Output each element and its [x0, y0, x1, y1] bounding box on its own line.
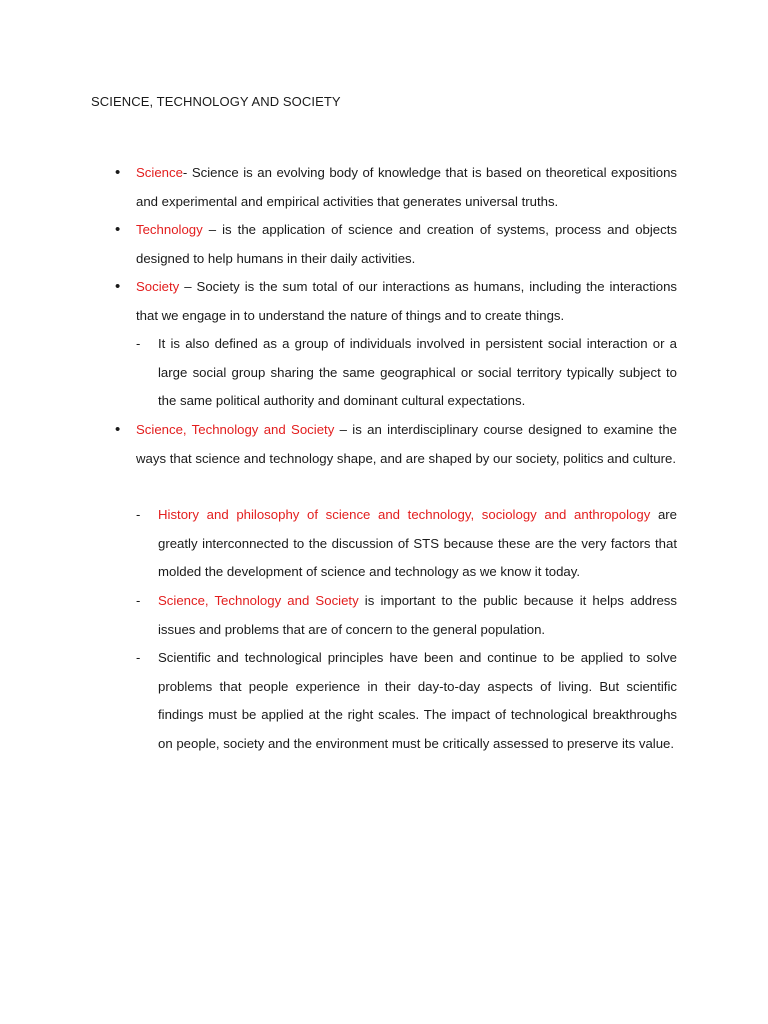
sub-item-sts-importance — [158, 587, 677, 644]
sub-item-text: are greatly interconnected to the discussion of STS because these are the very factors that molded the development of science and technology as we know it today. — [158, 507, 677, 580]
definition-society: – Society is the sum total of our interactions as humans, including the interactions that we engage in to understand the nature of things and to create things. — [136, 279, 677, 323]
term-science: Science — [136, 165, 183, 180]
list-item-technology — [136, 216, 677, 273]
dash-marker: - — [136, 507, 141, 522]
dash-marker: - — [136, 336, 141, 351]
sub-item-text: Scientific and technological principles have been and continue to be applied to solve problems that people experience in their day-to-day aspects of living. But scientific findings must be applied at the right scales. The impact of technological breakthroughs on people, society and the environment must be critically assessed to preserve its value. — [158, 650, 677, 751]
definition-science: - Science is an evolving body of knowledge that is based on theoretical expositions and experimental and empirical activities that generates universal truths. — [136, 165, 677, 209]
term-technology: Technology — [136, 222, 203, 237]
bullet-marker: • — [115, 221, 121, 238]
dash-marker: - — [136, 650, 141, 665]
sub-item-text: It is also defined as a group of individuals involved in persistent social interaction or a large social group sharing the same geographical or social territory typically subject to the same political authority and dominant cultural expectations. — [158, 336, 677, 409]
term-society: Society — [136, 279, 180, 294]
definition-sts: – is an interdisciplinary course designed to examine the ways that science and technology shape, and are shaped by our society, politics and culture. — [136, 422, 677, 466]
sub-item-text: is important to the public because it helps address issues and problems that are of concern to the general population. — [158, 593, 677, 637]
sub-item-principles — [158, 644, 677, 758]
bullet-marker: • — [115, 421, 121, 438]
term-sts: Science, Technology and Society — [136, 422, 335, 437]
list-item-sts — [136, 416, 677, 473]
definition-technology: – is the application of science and creation of systems, process and objects designed to help humans in their daily activities. — [136, 222, 677, 266]
sub-item-history-philosophy — [158, 501, 677, 587]
list-item-science — [136, 159, 677, 216]
sub-item-lead: History and philosophy of science and technology, sociology and anthropology — [158, 507, 651, 522]
sub-item-society-definition — [158, 330, 677, 416]
dash-marker: - — [136, 593, 141, 608]
document-title: SCIENCE, TECHNOLOGY AND SOCIETY — [91, 94, 341, 109]
sub-item-lead: Science, Technology and Society — [158, 593, 359, 608]
list-item-society — [136, 273, 677, 330]
bullet-marker: • — [115, 164, 121, 181]
bullet-marker: • — [115, 278, 121, 295]
